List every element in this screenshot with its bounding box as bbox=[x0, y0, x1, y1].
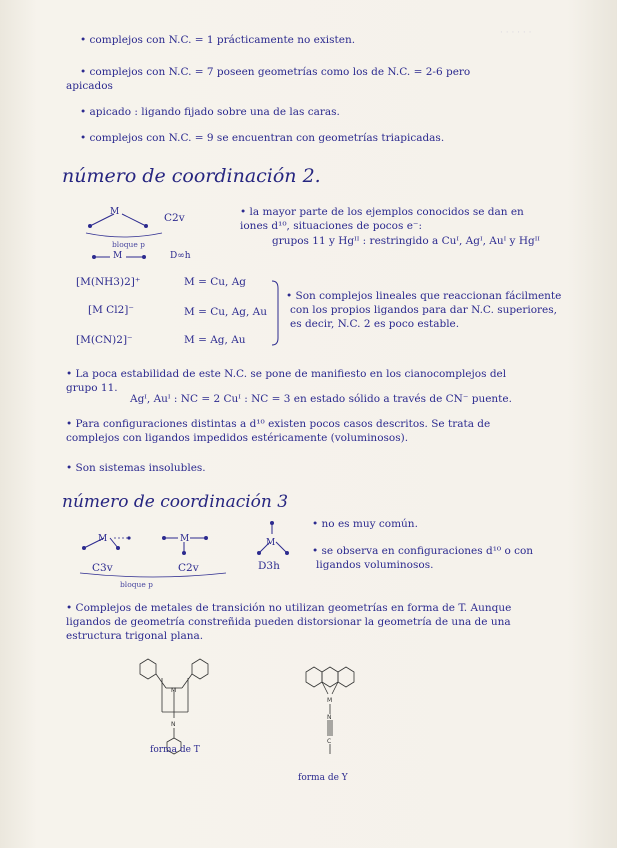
y-shaped-complex-structure bbox=[296, 664, 366, 774]
show-through-text: · · · · · · bbox=[500, 28, 532, 38]
nc3-note-1: • no es muy común. bbox=[312, 518, 418, 530]
pyramidal-metal-label: M bbox=[98, 534, 108, 544]
bloque-p-label-nc3: bloque p bbox=[120, 580, 153, 589]
nc2-note-3: grupos 11 y Hgᴵᴵ : restringido a Cuᴵ, Agᴵ, Auᴵ y Hgᴵᴵ bbox=[272, 235, 540, 247]
nc3-note-3: ligandos voluminosos. bbox=[316, 559, 434, 571]
bullet-nc9: • complejos con N.C. = 9 se encuentran con geometrías triapicadas. bbox=[80, 132, 445, 144]
t-shaped-complex-structure bbox=[132, 654, 222, 758]
pyramidal-symmetry-label: C3v bbox=[92, 562, 113, 574]
bullet-nc7-cont: apicados bbox=[66, 80, 113, 92]
stability-para-2: grupo 11. bbox=[66, 382, 118, 394]
bent-symmetry-label: C2v bbox=[164, 212, 185, 224]
stability-para-1: • La poca estabilidad de este N.C. se pone de manifiesto en los cianocomplejos del bbox=[66, 368, 507, 380]
linear-note-3: es decir, N.C. 2 es poco estable. bbox=[290, 318, 460, 330]
formula-ammine: [M(NH3)2]⁺ bbox=[76, 276, 141, 288]
linear-note-2: con los propios ligandos para dar N.C. superiores, bbox=[290, 304, 557, 316]
linear-symmetry-label: D∞h bbox=[170, 251, 191, 261]
bullet-nc7: • complejos con N.C. = 7 poseen geometrías como los de N.C. = 2-6 pero bbox=[80, 66, 471, 78]
formula-chloro: [M Cl2]⁻ bbox=[88, 304, 134, 316]
svg-text:C: C bbox=[327, 738, 332, 745]
bloque-p-brace-nc3 bbox=[78, 572, 228, 580]
svg-text:M: M bbox=[327, 697, 333, 704]
linear-molecule-diagram bbox=[90, 252, 160, 262]
other-config-para-1: • Para configuraciones distintas a d¹⁰ existen pocos casos descritos. Se trata de bbox=[66, 418, 491, 430]
trigonal-symmetry-label: D3h bbox=[258, 560, 280, 572]
forma-y-label: forma de Y bbox=[298, 773, 348, 783]
pyramidal-molecule-diagram bbox=[76, 528, 146, 558]
formula-ammine-metals: M = Cu, Ag bbox=[184, 276, 247, 288]
svg-text:N: N bbox=[171, 721, 176, 728]
heading-nc2: número de coordinación 2. bbox=[62, 165, 321, 187]
linear-metal-label: M bbox=[113, 251, 123, 261]
heading-nc3: número de coordinación 3 bbox=[62, 492, 289, 512]
forma-t-label: forma de T bbox=[150, 745, 200, 755]
t-geometry-para-1: • Complejos de metales de transición no utilizan geometrías en forma de T. Aunque bbox=[66, 602, 512, 614]
t-geometry-para-3: estructura trigonal plana. bbox=[66, 630, 204, 642]
formula-cyano-metals: M = Ag, Au bbox=[184, 334, 246, 346]
bullet-nc1: • complejos con N.C. = 1 prácticamente no existen. bbox=[80, 34, 356, 46]
bloque-p-label: bloque p bbox=[112, 240, 145, 249]
svg-text:M: M bbox=[171, 687, 177, 694]
formula-chloro-metals: M = Cu, Ag, Au bbox=[184, 306, 268, 318]
formula-cyano: [M(CN)2]⁻ bbox=[76, 334, 133, 346]
trigonal-metal-label: M bbox=[266, 538, 276, 548]
nc3-note-2: • se observa en configuraciones d¹⁰ o con bbox=[312, 545, 534, 557]
nc2-note-1: • la mayor parte de los ejemplos conocidos se dan en bbox=[240, 206, 524, 218]
t-shaped-symmetry-label: C2v bbox=[178, 562, 199, 574]
other-config-para-2: complejos con ligandos impedidos estéricamente (voluminosos). bbox=[66, 432, 409, 444]
bent-metal-label: M bbox=[110, 207, 120, 217]
nc2-note-2: iones d¹⁰, situaciones de pocos e⁻: bbox=[240, 220, 422, 232]
svg-text:N: N bbox=[327, 714, 332, 721]
t-shaped-metal-label: M bbox=[180, 534, 190, 544]
stability-para-3: Agᴵ, Auᴵ : NC = 2 Cuᴵ : NC = 3 en estado sólido a través de CN⁻ puente. bbox=[130, 393, 512, 405]
insoluble-note: • Son sistemas insolubles. bbox=[66, 462, 206, 474]
formula-bracket bbox=[270, 280, 282, 346]
t-geometry-para-2: ligandos de geometría constreñida pueden distorsionar la geometría de una de una bbox=[66, 616, 511, 628]
linear-note-1: • Son complejos lineales que reaccionan fácilmente bbox=[286, 290, 562, 302]
bullet-apicado: • apicado : ligando fijado sobre una de las caras. bbox=[80, 106, 340, 118]
